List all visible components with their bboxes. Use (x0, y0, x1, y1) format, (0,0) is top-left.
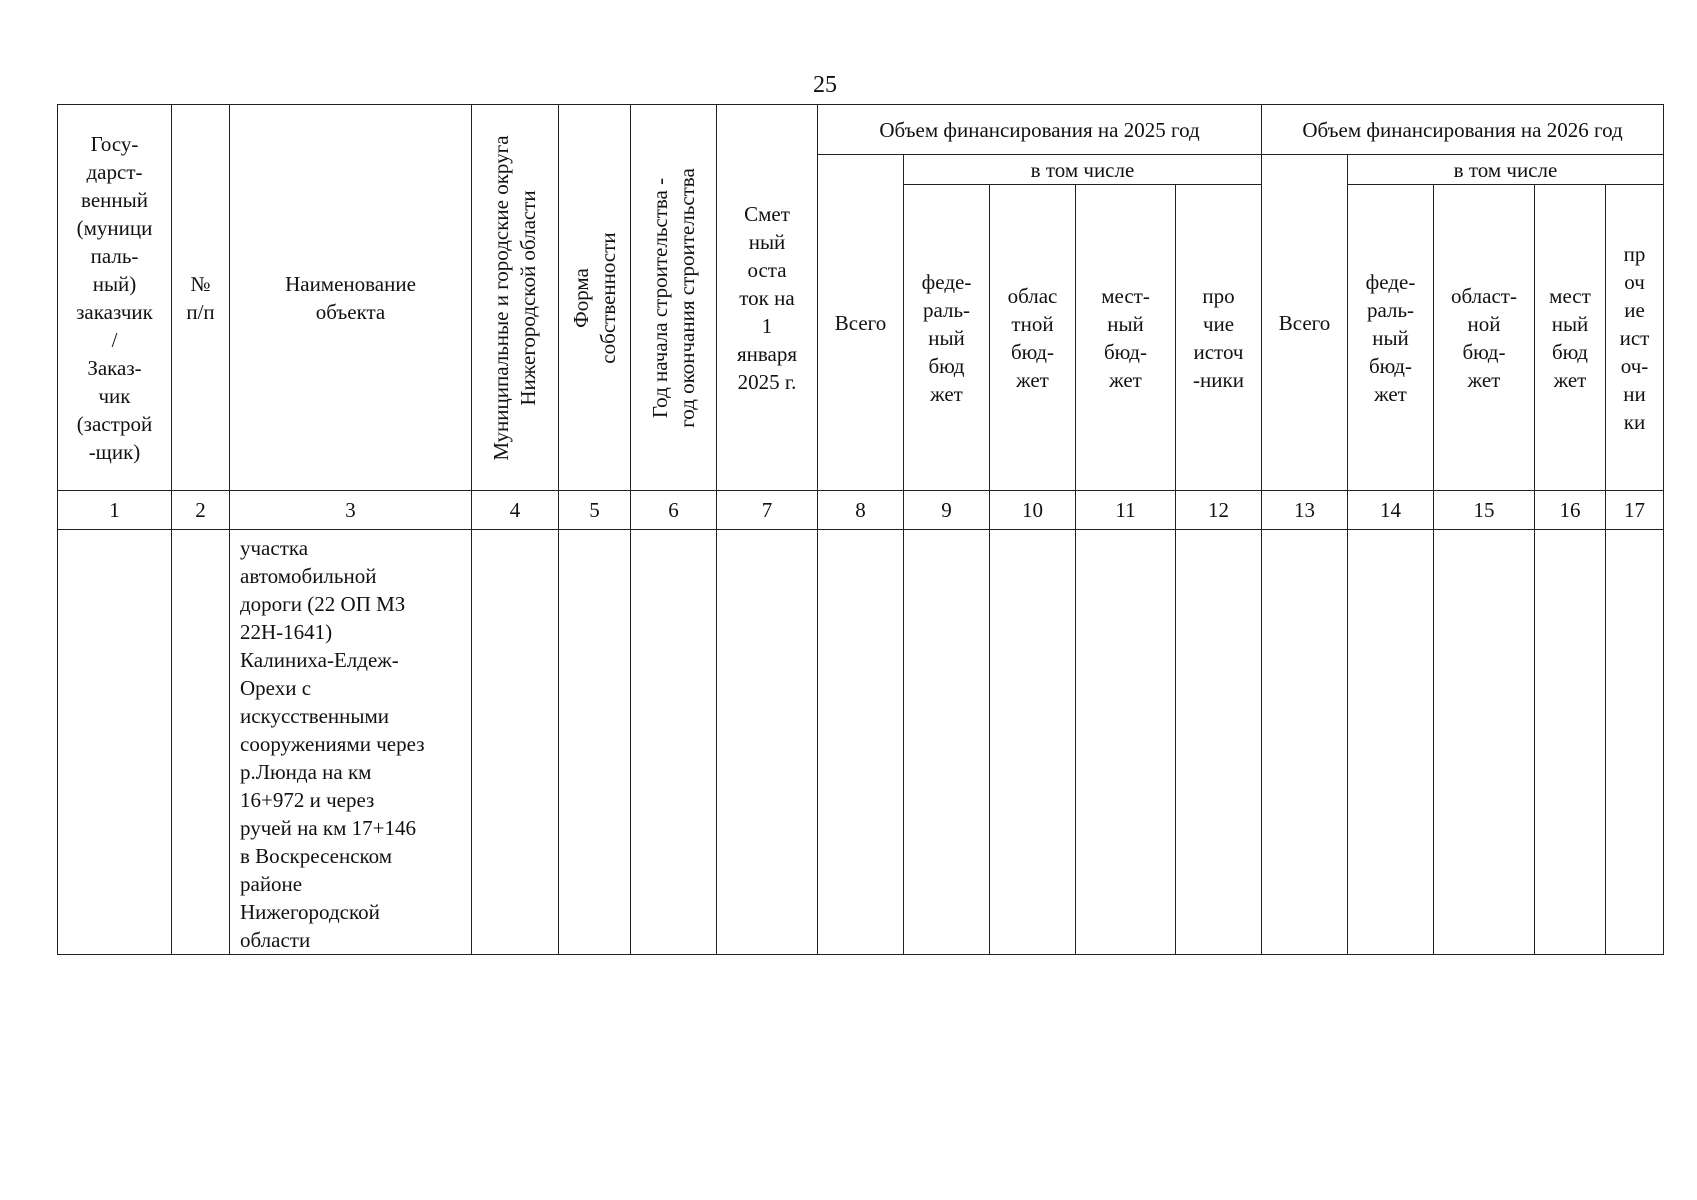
financing-table (57, 104, 1664, 955)
column-number: 3 (230, 491, 472, 530)
header-2026-total: Всего (1262, 155, 1348, 491)
column-number: 16 (1535, 491, 1606, 530)
cell-estimate-balance (717, 530, 818, 955)
header-2025-local: мест- ный бюд- жет (1076, 185, 1176, 491)
header-ownership (559, 105, 631, 491)
cell-object-name: участка автомобильной дороги (22 ОП МЗ 22Н-1641) Калиниха-Елдеж- Орехи с искусственными сооружениями через р.Люнда на км 16+972 и через ручей на км 17+146 в Воскресенском районе Нижегородской области (230, 530, 472, 955)
column-number: 1 (58, 491, 172, 530)
page-number: 25 (813, 72, 837, 98)
cell-2025-federal (904, 530, 990, 955)
cell-customer (58, 530, 172, 955)
header-estimate-balance: Смет ный оста ток на 1 января 2025 г. (717, 105, 818, 491)
header-customer: Госу- дарст- венный (муници паль- ный) заказчик / Заказ- чик (застрой -щик) (58, 105, 172, 491)
header-number: № п/п (172, 105, 230, 491)
cell-2025-local (1076, 530, 1176, 955)
header-2026-including: в том числе (1348, 155, 1664, 185)
cell-2026-federal (1348, 530, 1434, 955)
cell-districts (472, 530, 559, 955)
cell-2026-local (1535, 530, 1606, 955)
column-number: 12 (1176, 491, 1262, 530)
column-number: 14 (1348, 491, 1434, 530)
column-number: 2 (172, 491, 230, 530)
cell-2025-regional (990, 530, 1076, 955)
column-number: 8 (818, 491, 904, 530)
column-number: 4 (472, 491, 559, 530)
column-number: 11 (1076, 491, 1176, 530)
header-2025-federal: феде- раль- ный бюд жет (904, 185, 990, 491)
cell-2025-other (1176, 530, 1262, 955)
column-number: 15 (1434, 491, 1535, 530)
cell-2026-total (1262, 530, 1348, 955)
table-row (58, 530, 1664, 955)
cell-2025-total (818, 530, 904, 955)
cell-construction-years (631, 530, 717, 955)
header-districts (472, 105, 559, 491)
cell-2026-other (1606, 530, 1664, 955)
column-number: 6 (631, 491, 717, 530)
header-2025-including: в том числе (904, 155, 1262, 185)
cell-number (172, 530, 230, 955)
header-2025-regional: облас тной бюд- жет (990, 185, 1076, 491)
header-ownership-text: Форма собственности (568, 231, 620, 364)
header-2026-regional: област- ной бюд- жет (1434, 185, 1535, 491)
header-2026-other: пр оч ие ист оч- ни ки (1606, 185, 1664, 491)
column-number: 9 (904, 491, 990, 530)
header-fin-2026-title: Объем финансирования на 2026 год (1262, 105, 1664, 155)
column-number: 10 (990, 491, 1076, 530)
column-number: 13 (1262, 491, 1348, 530)
column-number: 7 (717, 491, 818, 530)
header-2026-federal: феде- раль- ный бюд- жет (1348, 185, 1434, 491)
header-2026-local: мест ный бюд жет (1535, 185, 1606, 491)
header-construction-years-text: Год начала строительства - год окончания строительства (647, 167, 699, 428)
header-2025-total: Всего (818, 155, 904, 491)
column-number: 17 (1606, 491, 1664, 530)
header-districts-text: Муниципальные и городские округа Нижегородской области (489, 134, 540, 461)
cell-ownership (559, 530, 631, 955)
header-2025-other: про чие источ -ники (1176, 185, 1262, 491)
cell-2026-regional (1434, 530, 1535, 955)
header-fin-2025-title: Объем финансирования на 2025 год (818, 105, 1262, 155)
header-object-name: Наименование объекта (230, 105, 472, 491)
header-construction-years (631, 105, 717, 491)
column-number: 5 (559, 491, 631, 530)
